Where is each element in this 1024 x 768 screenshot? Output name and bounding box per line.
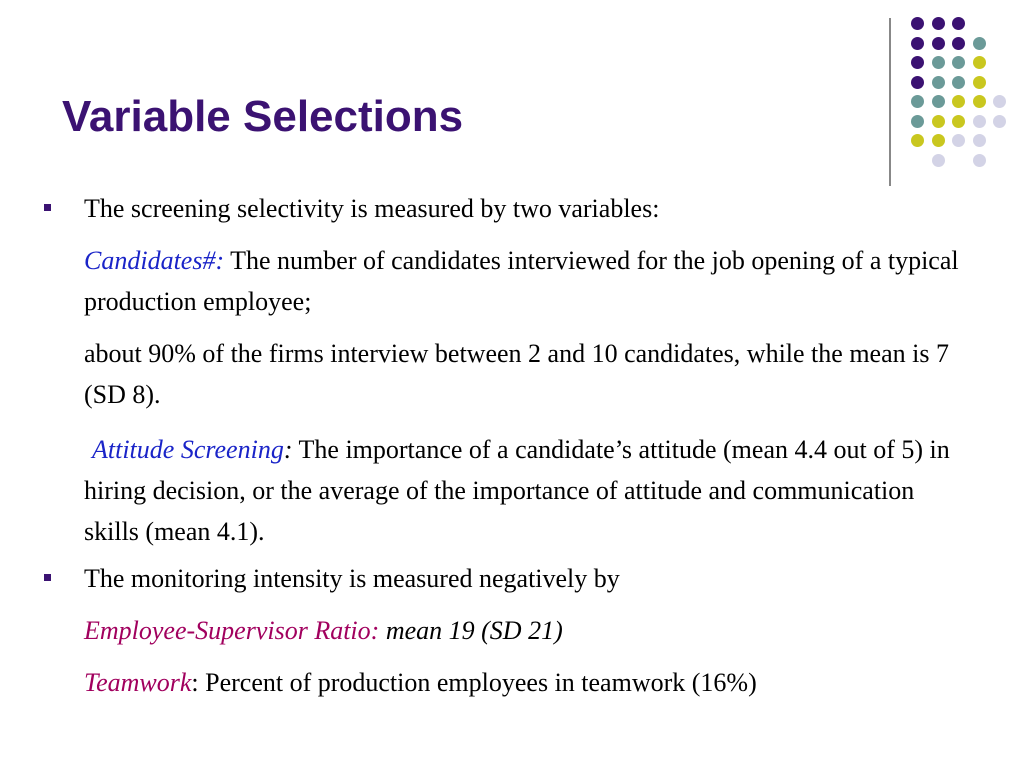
attitude-term: Attitude Screening bbox=[92, 435, 284, 464]
decorative-dot bbox=[932, 134, 945, 147]
square-bullet-icon bbox=[44, 574, 51, 581]
candidates-definition bbox=[84, 240, 964, 322]
vertical-divider bbox=[889, 18, 891, 186]
attitude-text: The importance of a candidate’s attitude (mean 4.4 out of 5) in hiring decision, or the average of the importance of attitude and communication skills (mean 4.1). bbox=[84, 435, 950, 546]
bullet-screening bbox=[84, 188, 964, 229]
teamwork-definition bbox=[84, 662, 964, 703]
decorative-dot bbox=[932, 76, 945, 89]
decorative-dot bbox=[952, 17, 965, 30]
decorative-dot bbox=[952, 37, 965, 50]
esr-term: Employee-Supervisor Ratio: bbox=[84, 616, 380, 645]
decorative-dot bbox=[952, 134, 965, 147]
slide-title: Variable Selections bbox=[62, 92, 464, 141]
teamwork-text: : Percent of production employees in teamwork (16%) bbox=[191, 668, 757, 697]
decorative-dot bbox=[932, 56, 945, 69]
decorative-dot bbox=[911, 115, 924, 128]
screening-intro: The screening selectivity is measured by two variables: bbox=[84, 194, 660, 223]
decorative-dot bbox=[952, 76, 965, 89]
decorative-dot bbox=[911, 95, 924, 108]
decorative-dot bbox=[973, 134, 986, 147]
esr-text: mean 19 (SD 21) bbox=[379, 616, 563, 645]
decorative-dot bbox=[932, 115, 945, 128]
decorative-dot bbox=[973, 154, 986, 167]
decorative-dot bbox=[973, 76, 986, 89]
decorative-dot bbox=[952, 56, 965, 69]
decorative-dot bbox=[932, 95, 945, 108]
bullet-monitoring bbox=[84, 558, 964, 599]
esr-definition bbox=[84, 610, 964, 651]
candidates-text: The number of candidates interviewed for the job opening of a typical production employee; bbox=[84, 246, 959, 316]
decorative-dot bbox=[973, 37, 986, 50]
decorative-dot bbox=[932, 154, 945, 167]
monitoring-intro: The monitoring intensity is measured negatively by bbox=[84, 564, 620, 593]
decorative-dot bbox=[932, 17, 945, 30]
square-bullet-icon bbox=[44, 204, 51, 211]
decorative-dot bbox=[952, 95, 965, 108]
decorative-dot bbox=[973, 115, 986, 128]
decorative-dot bbox=[952, 115, 965, 128]
decorative-dot bbox=[911, 37, 924, 50]
candidates-note-text: about 90% of the firms interview between 2 and 10 candidates, while the mean is 7 (SD 8). bbox=[84, 339, 949, 409]
decorative-dot bbox=[911, 17, 924, 30]
decorative-dot bbox=[993, 115, 1006, 128]
decorative-dot bbox=[932, 37, 945, 50]
attitude-colon: : bbox=[283, 435, 293, 464]
candidates-note bbox=[84, 333, 964, 415]
teamwork-term: Teamwork bbox=[84, 668, 192, 697]
candidates-term: Candidates#: bbox=[84, 246, 225, 275]
decorative-dot bbox=[911, 134, 924, 147]
decorative-dot bbox=[993, 95, 1006, 108]
decorative-dot bbox=[973, 56, 986, 69]
slide-body bbox=[84, 188, 964, 703]
decorative-dot bbox=[911, 76, 924, 89]
attitude-definition bbox=[84, 429, 964, 552]
decorative-dot bbox=[911, 56, 924, 69]
decorative-dot bbox=[973, 95, 986, 108]
